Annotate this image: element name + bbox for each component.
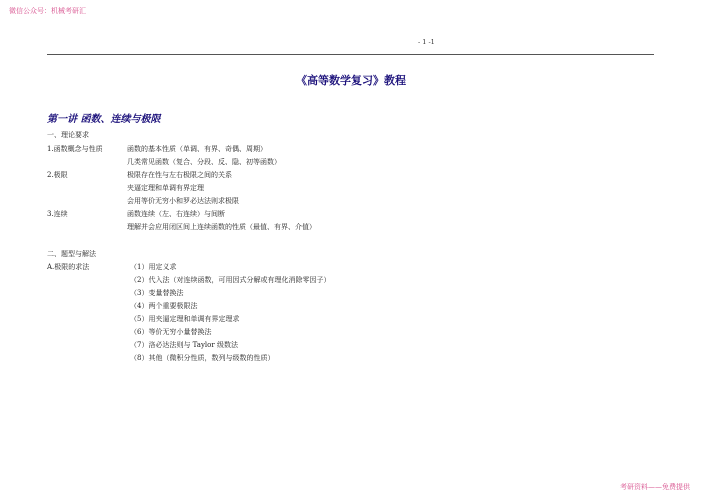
document-title: 《高等数学复习》教程: [296, 74, 406, 87]
method-item: （7）洛必达法则与 Taylor 级数法: [130, 341, 238, 349]
item-line: 几类常见函数（复合、分段、反、隐、初等函数）: [127, 158, 281, 166]
page-number: - 1 -1: [418, 38, 435, 46]
item-line: 理解并会应用闭区间上连续函数的性质（最值、有界、介值）: [127, 223, 316, 231]
item-label-continuity: 3.连续: [47, 210, 68, 218]
item-line: 会用等价无穷小和罗必达法则求极限: [127, 197, 239, 205]
item-line: 极限存在性与左右极限之间的关系: [127, 171, 232, 179]
item-label-limit: 2.极限: [47, 171, 68, 179]
method-item: （2）代入法（对连续函数，可用因式分解或有理化消除零因子）: [130, 276, 331, 284]
method-item: （5）用夹逼定理和单调有界定理求: [130, 315, 240, 323]
item-line: 夹逼定理和单调有界定理: [127, 184, 204, 192]
watermark-top: 微信公众号：机械考研汇: [9, 7, 86, 15]
method-item: （4）两个重要极限法: [130, 302, 198, 310]
header-divider: [47, 54, 654, 55]
section-heading-problems: 二、题型与解法: [47, 250, 96, 258]
method-item: （1）用定义求: [130, 263, 177, 271]
method-item: （3）变量替换法: [130, 289, 184, 297]
item-line: 函数的基本性质（单调、有界、奇偶、周期）: [127, 145, 267, 153]
item-label-function-concept: 1.函数概念与性质: [47, 145, 103, 153]
method-item: （6）等价无穷小量替换法: [130, 328, 212, 336]
lecture-heading: 第一讲 函数、连续与极限: [47, 114, 161, 125]
section-heading-theory: 一、理论要求: [47, 131, 89, 139]
item-line: 函数连续（左、右连续）与间断: [127, 210, 225, 218]
method-item: （8）其他（微积分性质，数列与级数的性质）: [130, 354, 275, 362]
watermark-bottom: 考研资料——免费提供: [620, 483, 690, 491]
item-label-limit-methods: A.极限的求法: [47, 263, 90, 271]
